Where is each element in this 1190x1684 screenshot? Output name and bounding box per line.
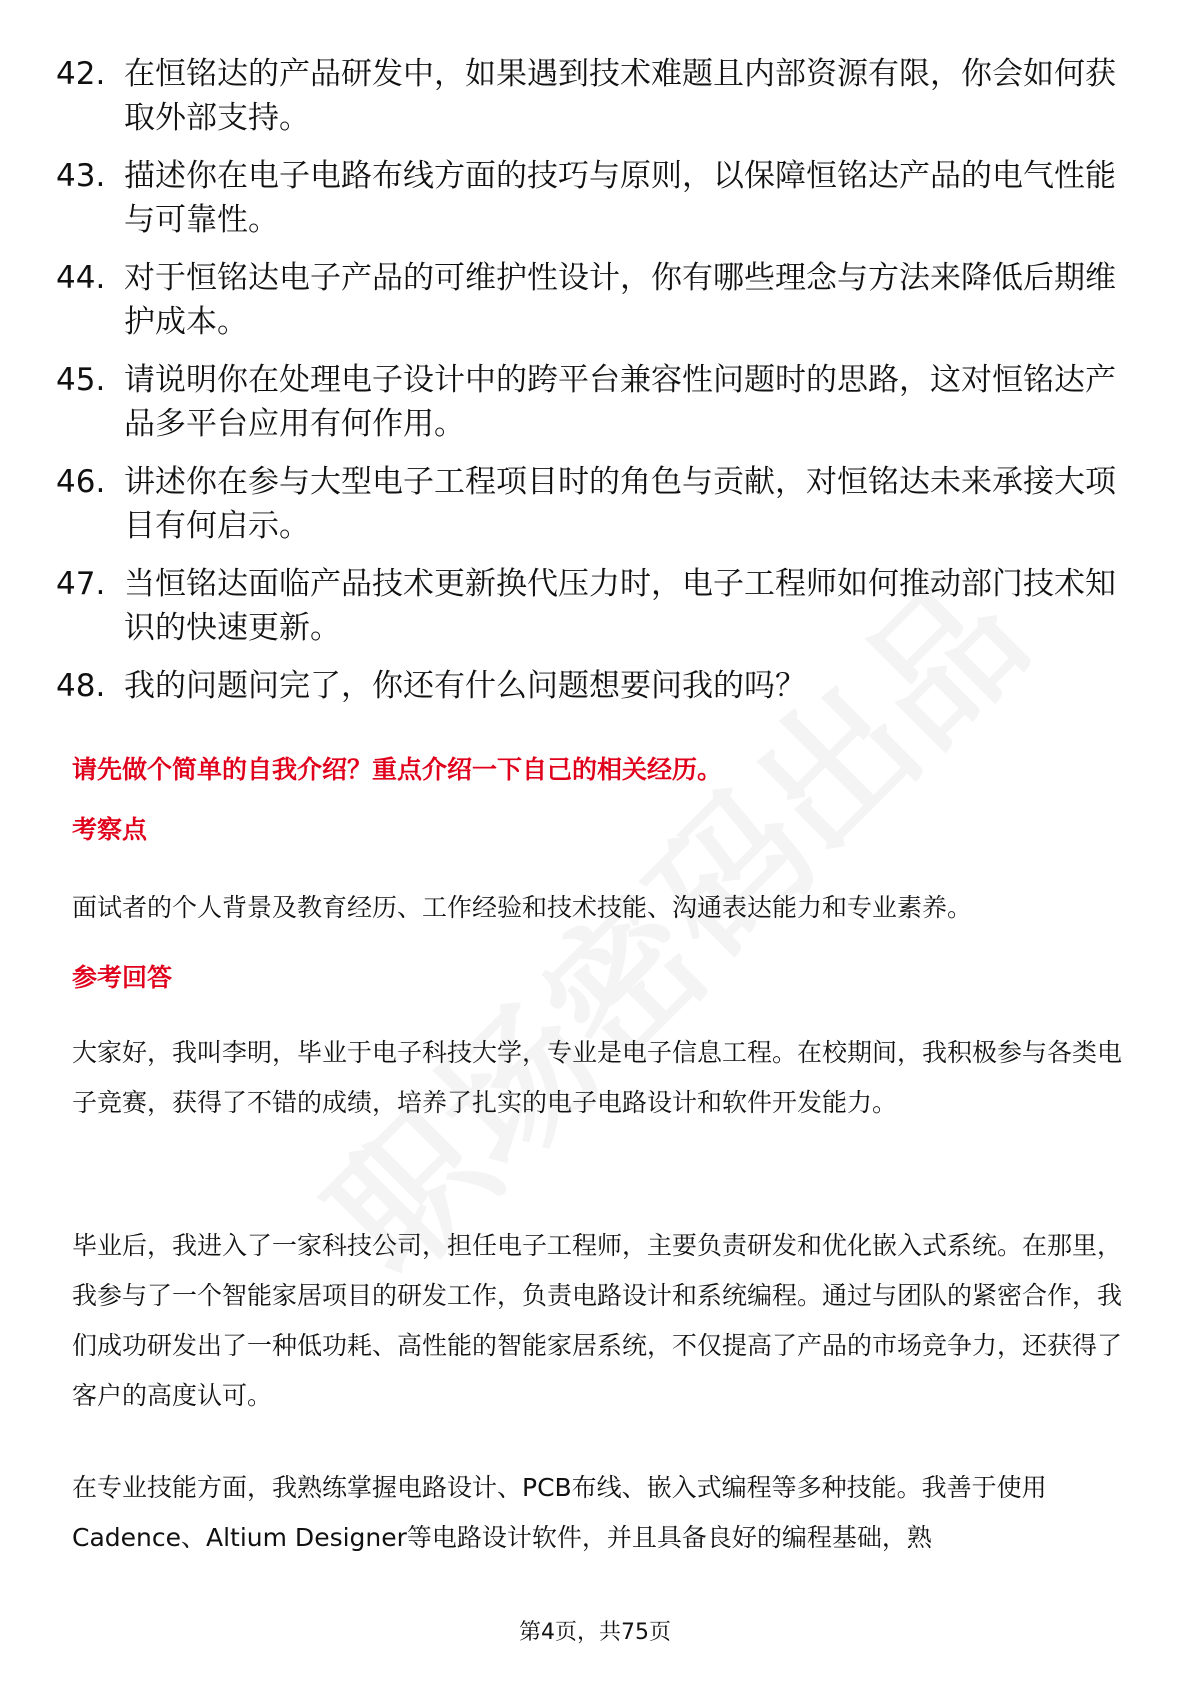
question-item xyxy=(56,256,1116,344)
page-footer: 第4页，共75页 xyxy=(519,1620,671,1645)
reference-answer-label: 参考回答 xyxy=(72,963,173,992)
question-text: 描述你在电子电路布线方面的技巧与原则，以保障恒铭达产品的电气性能与可靠性。 xyxy=(124,158,1116,238)
main-question-heading: 请先做个简单的自我介绍？重点介绍一下自己的相关经历。 xyxy=(72,755,723,784)
assessment-points-label: 考察点 xyxy=(72,815,148,844)
question-text: 在恒铭达的产品研发中，如果遇到技术难题且内部资源有限，你会如何获取外部支持。 xyxy=(124,56,1116,136)
question-item xyxy=(56,358,1116,446)
question-number: 48. xyxy=(56,668,106,704)
question-text: 讲述你在参与大型电子工程项目时的角色与贡献，对恒铭达未来承接大项目有何启示。 xyxy=(124,464,1116,544)
question-number: 45. xyxy=(56,362,106,398)
question-item xyxy=(56,664,1116,708)
answer-paragraph: 毕业后，我进入了一家科技公司，担任电子工程师，主要负责研发和优化嵌入式系统。在那里，我参与了一个智能家居项目的研发工作，负责电路设计和系统编程。通过与团队的紧密合作，我们成功研发出了一种低功耗、高性能的智能家居系统，不仅提高了产品的市场竞争力，还获得了客户的高度认可。 xyxy=(72,1231,1123,1410)
question-text: 我的问题问完了，你还有什么问题想要问我的吗？ xyxy=(124,668,806,704)
answer-paragraph: 在专业技能方面，我熟练掌握电路设计、PCB布线、嵌入式编程等多种技能。我善于使用Cadence、Altium Designer等电路设计软件，并且具备良好的编程基础，熟 xyxy=(72,1473,1047,1552)
question-item xyxy=(56,52,1116,140)
question-text: 当恒铭达面临产品技术更新换代压力时，电子工程师如何推动部门技术知识的快速更新。 xyxy=(124,566,1116,646)
watermark xyxy=(275,623,965,1313)
question-text: 请说明你在处理电子设计中的跨平台兼容性问题时的思路，这对恒铭达产品多平台应用有何作用。 xyxy=(124,362,1116,442)
question-item xyxy=(56,562,1116,650)
question-number: 43. xyxy=(56,158,106,194)
question-list xyxy=(56,52,1116,722)
answer-paragraph: 大家好，我叫李明，毕业于电子科技大学，专业是电子信息工程。在校期间，我积极参与各类电子竞赛，获得了不错的成绩，培养了扎实的电子电路设计和软件开发能力。 xyxy=(72,1038,1123,1117)
question-text: 对于恒铭达电子产品的可维护性设计，你有哪些理念与方法来降低后期维护成本。 xyxy=(124,260,1116,340)
question-number: 47. xyxy=(56,566,106,602)
question-item xyxy=(56,460,1116,548)
question-number: 46. xyxy=(56,464,106,500)
assessment-points-text: 面试者的个人背景及教育经历、工作经验和技术技能、沟通表达能力和专业素养。 xyxy=(72,893,973,922)
question-number: 44. xyxy=(56,260,106,296)
question-item xyxy=(56,154,1116,242)
question-number: 42. xyxy=(56,56,106,92)
